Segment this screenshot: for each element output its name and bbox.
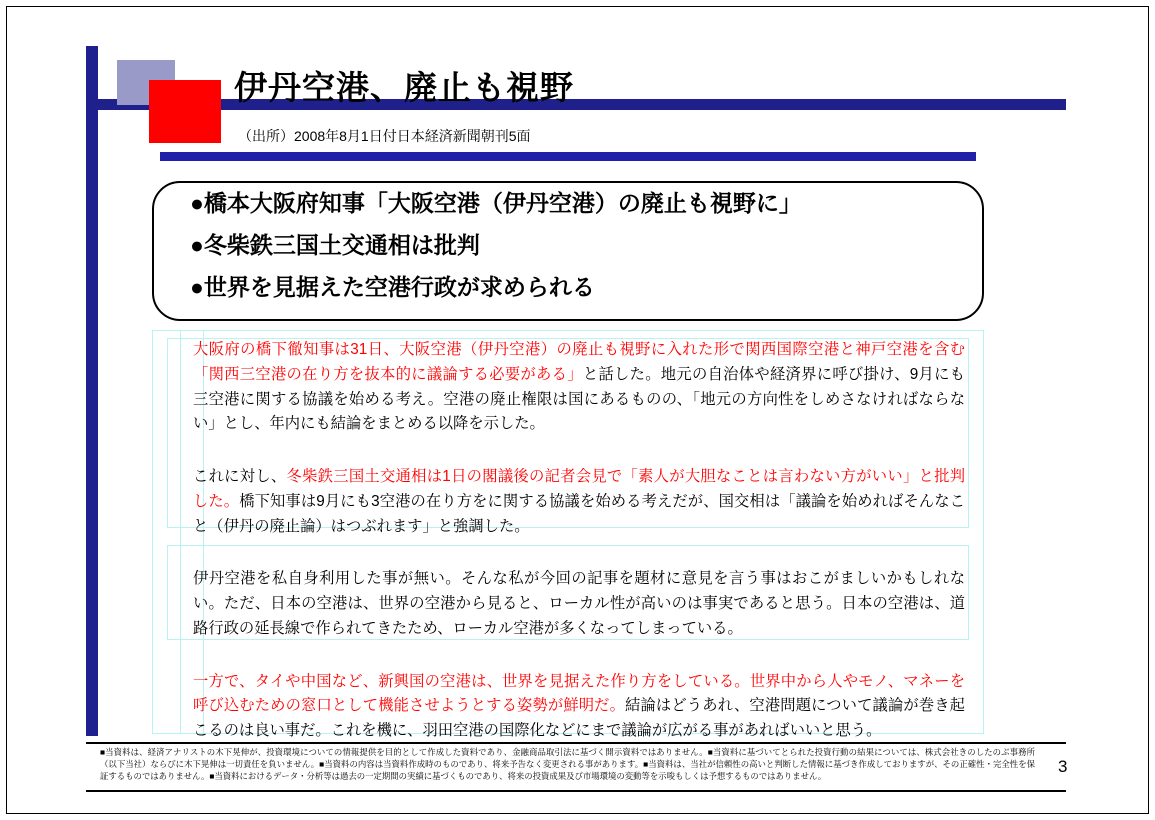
text-run: 一方で、タイや中国など、新興国の空港は、世界を見据えた作り方をしている。世界中から人やモノ、マネーを呼び込むための窓口として機能させようとする姿勢が鮮明だ。: [193, 672, 965, 715]
text-run: と話した。地元の自治体や経済界に呼び掛け、9月にも三空港に関する協議を始める考え。空港の廃止権限は国にあるものの、「地元の方向性をしめさなければならない」とし、年内にも結論をまとめる以降を示した。: [193, 365, 965, 433]
paragraph: [193, 670, 965, 744]
callout-list: [190, 192, 980, 318]
footer-disclaimer: ■当資料は、経済アナリストの木下晃伸が、投資環境についての情報提供を目的として作成した資料であり、金融商品取引法に基づく開示資料ではありません。■当資料に基づいてとられた投資行動の結果については、株式会社きのしたのぶ事務所（以下当社）ならびに木下晃伸は一切責任を負いません。■当資料の内容は当資料作成時のものであり、将来予告なく変更される事があります。■当資料は、当社が信頼性の高いと判断した情報に基づき作成しておりますが、その正確性・完全性を保証するものではありません。■当資料におけるデータ・分析等は過去の一定期間の実績に基づくものであり、将来の投資成果及び市場環境の変動等を示唆もしくは予想するものではありません。: [100, 747, 1035, 781]
text-run: 結論はどうあれ、空港問題について議論が巻き起こるのは良い事だ。これを機に、羽田空港の国際化などにまで議論が広がる事があればいいと思う。: [193, 697, 965, 740]
callout-item: ●冬柴鉄三国土交通相は批判: [190, 232, 480, 258]
page-title: 伊丹空港、廃止も視野: [234, 69, 574, 106]
page-number: 3: [1058, 757, 1068, 776]
text-run: 冬柴鉄三国土交通相は1日の閣議後の記者会見で「素人が大胆なことは言わない方がいい」と批判した。: [193, 468, 965, 510]
footer-top-rule: [86, 742, 1066, 744]
body-text: [193, 338, 965, 772]
text-run: 大阪府の橋下徹知事は31日、大阪空港（伊丹空港）の廃止も視野に入れた形で関西国際空港と神戸空港を含む「関西三空港の在り方を抜本的に議論する必要がある」: [193, 341, 965, 383]
left-accent-bar: [86, 46, 98, 736]
paragraph: [193, 338, 965, 437]
source-citation: （出所）2008年8月1日付日本経済新聞朝刊5面: [238, 128, 531, 144]
callout-item: ●橋本大阪府知事「大阪空港（伊丹空港）の廃止も視野に」: [190, 190, 802, 216]
text-run: 橋下知事は9月にも3空港の在り方をに関する協議を始める考えだが、国交相は「議論を始めればそんなこと（伊丹の廃止論）はつぶれます」と強調した。: [193, 492, 965, 535]
text-run: これに対し、: [193, 468, 287, 486]
text-run: 伊丹空港を私自身利用した事が無い。そんな私が今回の記事を題材に意見を言う事はおこがましいかもしれない。ただ、日本の空港は、世界の空港から見ると、ローカル性が高いのは事実であると思う。日本の空港は、道路行政の延長線で作られてきたため、ローカル空港が多くなってしまっている。: [193, 570, 965, 637]
red-square-decoration: [149, 80, 221, 143]
paragraph: [193, 567, 965, 641]
title-underline-rule: [160, 152, 976, 161]
paragraph: [193, 465, 965, 539]
callout-item: ●世界を見据えた空港行政が求められる: [190, 274, 595, 300]
top-accent-bar: [86, 99, 1066, 110]
footer-bottom-rule: [86, 790, 1066, 792]
